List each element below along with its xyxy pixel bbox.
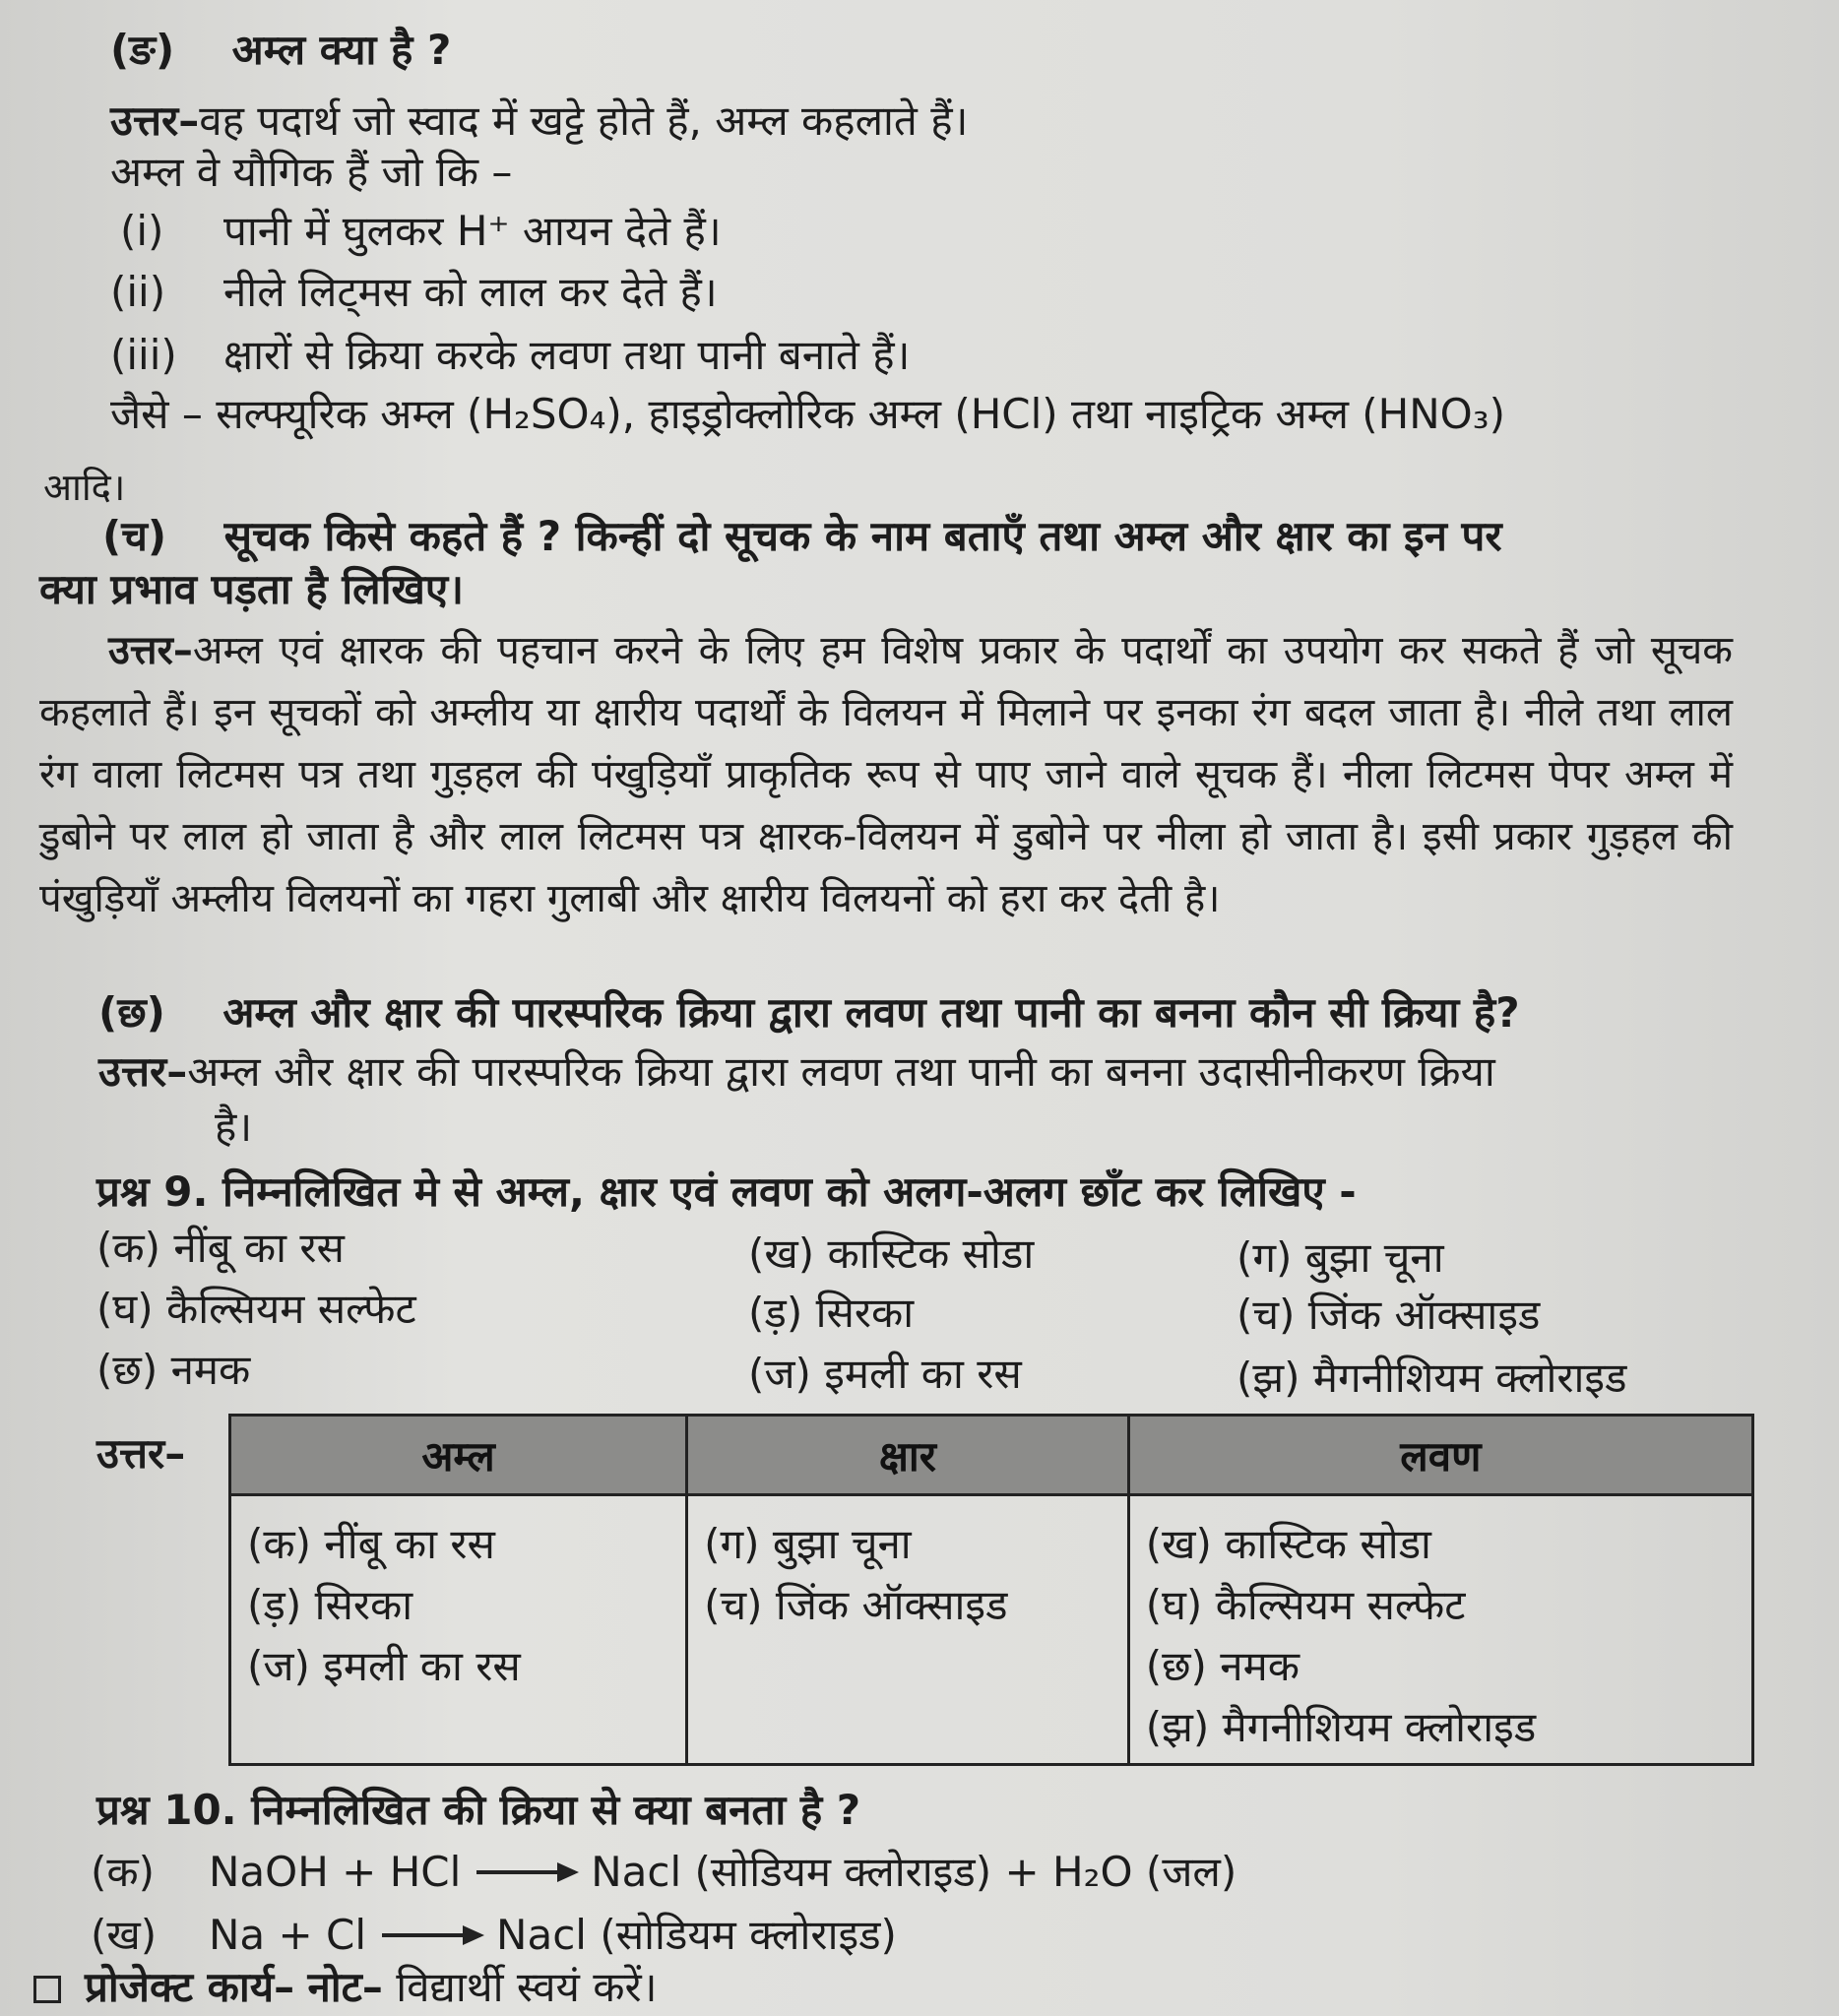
table-header-acid: अम्ल <box>230 1416 687 1495</box>
classification-table <box>228 1414 1754 1766</box>
question-chh-answer: उत्तर–अम्ल और क्षार की पारस्परिक क्रिया द्वारा लवण तथा पानी का बनना उदासीनीकरण क्रिया <box>98 1047 1495 1096</box>
base-item: (च) जिंक ऑक्साइड <box>704 1581 1008 1629</box>
acid-point-1: (i) पानी में घुलकर H⁺ आयन देते हैं। <box>120 207 722 255</box>
question-ch-title: सूचक किसे कहते हैं ? किन्हीं दो सूचक के नाम बताएँ तथा अम्ल और क्षार का इन पर <box>223 512 1502 560</box>
checkbox-bullet-icon <box>33 1976 61 2003</box>
question-chh-answer-end: है। <box>215 1102 253 1151</box>
salt-item: (छ) नमक <box>1145 1642 1300 1690</box>
question-e-heading: (ङ) अम्ल क्या है ? <box>110 26 452 74</box>
table-header-salt: लवण <box>1128 1416 1752 1495</box>
question-9-answer-label: उत्तर– <box>96 1429 186 1478</box>
salt-item: (घ) कैल्सियम सल्फेट <box>1145 1581 1466 1629</box>
equation-2: (ख) Na + Cl Nacl (सोडियम क्लोराइड) <box>91 1911 897 1959</box>
question-10-title: प्रश्न 10. निम्नलिखित की क्रिया से क्या बनता है ? <box>96 1786 861 1834</box>
table-header-base: क्षार <box>687 1416 1129 1495</box>
base-item: (ग) बुझा चूना <box>704 1520 912 1568</box>
acid-point-2: (ii) नीले लिट्मस को लाल कर देते हैं। <box>110 268 718 316</box>
question-ch-title-line2: क्या प्रभाव पड़ता है लिखिए। <box>39 565 465 613</box>
acid-item: (ज) इमली का रस <box>247 1642 521 1690</box>
reaction-arrow-icon <box>476 1870 575 1874</box>
table-cell-acid <box>230 1495 687 1765</box>
q9-item-kha: (ख) कास्टिक सोडा <box>748 1229 1035 1278</box>
acid-examples-end: आदि। <box>43 466 126 509</box>
reaction-arrow-icon <box>382 1933 480 1937</box>
question-ch-answer: उत्तर–अम्ल एवं क्षारक की पहचान करने के लिए हम विशेष प्रकार के पदार्थों का उपयोग कर सकते हैं जो सूचक कहलाते हैं। इन सूचकों को अम्लीय या क्षारीय पदार्थों के विलयन में मिलाने पर इनका रंग बदल जाता है। नीले तथा लाल रंग वाला लिटमस पत्र तथा गुड़हल की पंखुड़ियाँ प्राकृतिक रूप से पाए जाने वाले सूचक हैं। नीला लिटमस पेपर अम्ल में डुबोने पर लाल हो जाता है और लाल लिटमस पत्र क्षारक-विलयन में डुबोने पर नीला हो जाता है। इसी प्रकार गुड़हल की पंखुड़ियाँ अम्लीय विलयनों का गहरा गुलाबी और क्षारीय विलयनों को हरा कर देती है। <box>39 628 1733 921</box>
salt-item: (ख) कास्टिक सोडा <box>1145 1520 1431 1568</box>
table-cell-base <box>687 1495 1129 1765</box>
question-e-title: अम्ल क्या है ? <box>231 26 452 74</box>
equation-1: (क) NaOH + HCl Nacl (सोडियम क्लोराइड) + H₂O (जल) <box>91 1848 1237 1896</box>
acid-item: (ड़) सिरका <box>247 1581 413 1629</box>
q9-item-chha: (छ) नमक <box>96 1346 251 1394</box>
question-ch-heading: (च) सूचक किसे कहते हैं ? किन्हीं दो सूचक के नाम बताएँ तथा अम्ल और क्षार का इन पर <box>102 512 1502 560</box>
q9-item-nga: (ड़) सिरका <box>748 1289 915 1337</box>
question-e-answer: उत्तर–वह पदार्थ जो स्वाद में खट्टे होते हैं, अम्ल कहलाते हैं। <box>110 96 969 145</box>
question-e-intro: अम्ल वे यौगिक हैं जो कि – <box>110 148 513 196</box>
q9-item-ka: (क) नींबू का रस <box>96 1224 345 1272</box>
salt-item: (झ) मैगनीशियम क्लोराइड <box>1145 1703 1537 1751</box>
q9-item-jha: (झ) मैगनीशियम क्लोराइड <box>1237 1354 1627 1402</box>
project-note: प्रोजेक्ट कार्य– नोट– विद्यार्थी स्वयं करें। <box>33 1963 658 2012</box>
question-chh-heading: (छ) अम्ल और क्षार की पारस्परिक क्रिया द्वारा लवण तथा पानी का बनना कौन सी क्रिया है? <box>98 988 1520 1037</box>
acid-point-3: (iii) क्षारों से क्रिया करके लवण तथा पानी बनाते हैं। <box>110 331 911 379</box>
q9-item-ga: (ग) बुझा चूना <box>1237 1233 1444 1282</box>
question-chh-title: अम्ल और क्षार की पारस्परिक क्रिया द्वारा लवण तथा पानी का बनना कौन सी क्रिया है? <box>222 988 1520 1037</box>
q9-item-ja: (ज) इमली का रस <box>748 1350 1022 1398</box>
question-9-title: प्रश्न 9. निम्नलिखित मे से अम्ल, क्षार एवं लवण को अलग-अलग छाँट कर लिखिए - <box>96 1167 1357 1216</box>
q9-item-gha: (घ) कैल्सियम सल्फेट <box>96 1285 416 1333</box>
acid-examples: जैसे – सल्फ्यूरिक अम्ल (H₂SO₄), हाइड्रोक्लोरिक अम्ल (HCl) तथा नाइट्रिक अम्ल (HNO₃) <box>110 390 1505 438</box>
acid-item: (क) नींबू का रस <box>247 1520 495 1568</box>
q9-item-cha: (च) जिंक ऑक्साइड <box>1237 1291 1541 1339</box>
table-cell-salt <box>1128 1495 1752 1765</box>
